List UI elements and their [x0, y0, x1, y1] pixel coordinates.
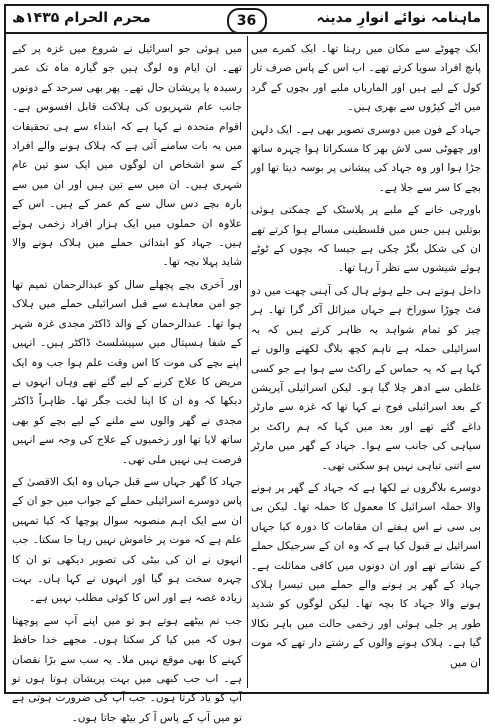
paragraph: داخل ہوتے ہی جلے ہوئے ہال کی آہنی چھت میں دو فٹ چوڑا سوراخ ہے جہاں میزائل آکر گرا تھا۔ ہر چیز کو تمام شواہد یہ ظاہر کرتے ہیں کہ یہ اسرائیلی حملہ ہے تاہم کچھ بلاگ لکھنے والوں نے کہا ہے کہ یہ حماس کے راکٹ سے ہوا ہے جو کسی غلطی سے ادھر چلا گیا ہو۔ لیکن اسرائیلی آپریشن کے بعد اسرائیلی فوج نے کہا تھا کہ غزہ سے مارٹر داغے گئے تھے اور بعد میں کہا کہ ہم راکٹ بر سپاہی کی جانب سے ہوا۔ جہاد کے گھر میں مارٹر سے اتنی تباہی نہیں ہو سکتی تھی۔	[251, 284, 481, 472]
page-header	[6, 6, 487, 34]
article-column-left	[12, 40, 242, 724]
paragraph: جہاد کا گھر جہاں سے قبل جہاں وہ ایک الاقصیٰ کے پاس دوسرے اسرائیلی حملے کے جواب میں جو ان کے ان سے ایک اہم منصوبہ سوال پوچھا کہ کیا تمہیں علم ہے کہ موت پر خاموش نہیں رہا جا سکتا۔ جب انہوں نے ان کی بیٹی کی تصویر دیکھی تو ان کا چہرہ سخت ہو گیا اور انہوں نے کہا ہاں۔ بہت زیادہ غصہ ہے اور اس کا کوئی مطلب نہیں ہے۔	[12, 475, 242, 605]
magazine-page	[4, 4, 489, 724]
paragraph: دوسرے بلاگروں نے لکھا ہے کہ جہاد کے گھر پر ہونے والا حملہ اسرائیل کا معمول کا حملہ تھا۔ لیکن بی بی سی نے اس ہفتے ان مقامات کا دورہ کیا جہاں اسرائیل نے قبول کیا ہے کہ وہ ان کے سرجیکل حملے کے نشانے تھے اور ان دونوں میں کافی مماثلت ہے۔ جہاد کے گھر پر ہونے والے حملے میں تیسرا ہلاک ہونے والا جہاد کا بچہ تھا۔ لیکن لوگوں کو شدید طور پر جلی ہوئی اور زخمی حالت میں باہر نکالا گیا ہے۔ ہلاک ہونے والوں کے رشتے دار تھے کہ موت ان میں	[251, 481, 481, 669]
paragraph: اور آخری بچے پچھلے سال کو عبدالرحمان تمیم تھا جو امن معاہدے سے قبل اسرائیلی حملے میں ہلاک ہوا تھا۔ عبدالرحمان کے والد ڈاکٹر مجدی غزہ شہر کے شفا ہسپتال میں سپیشلسٹ ڈاکٹر ہیں۔ انہیں اپنے بچے کی موت کا اس وقت علم ہوا جب وہ ایک مریض کا علاج کرنے کے لیے گئے تھے وہاں انہوں نے دیکھا کہ وہ ان کا اپنا لخت جگر تھا۔ ظاہراً ڈاکٹر مجدی نے گھر والوں سے ملنے کے لیے بچے کو بھی ساتھ لایا تھا اور زخمیوں کے علاج کی وجہ سے انہیں فرصت ہی نہیں ملی تھی۔	[12, 278, 242, 466]
paragraph: میں ہوئی جو اسرائیل نے شروع میں غزہ پر کیے تھے۔ ان ایام وہ لوگ ہیں جو گیارہ ماہ تک عمر رسیدہ یا پریشان حال تھے۔ پھر بھی سرحد کے دونوں جانب عام شہریوں کی ہلاکت قابل افسوس ہے۔ اقوام متحدہ نے کہا ہے کہ ابتداء سے ہی تحقیقات میں یہ بات سامنے آئی ہے کہ ہلاک ہونے والے افراد کے سو اشخاص ان لوگوں میں ایک سو تین عام شہری ہیں۔ ان میں سے تین ہیں اور ان میں سے بارہ بچے دس سال سے کم عمر کے ہیں۔ اس کے علاوہ ان حملوں میں ایک ہزار افراد زخمی ہوئے ہیں۔ جہاد کو ابتدائی حملے میں ہلاک ہونے والا شاید پہلا بچہ تھا۔	[12, 43, 242, 269]
column-divider	[247, 36, 248, 688]
magazine-title: ماہنامہ نوائے انوارِ مدینہ	[316, 10, 481, 26]
issue-date: محرم الحرام ۱۴۳۵ھ	[12, 10, 151, 26]
paragraph: جب تم بیٹھے ہوتے ہو تو میں اپنے آپ سے پوچھتا ہوں کہ میں کیا کر سکتا ہوں۔ مجھے خدا حافظ کہنے کا بھی موقع نہیں ملا۔ یہ سب سے بڑا نقصان ہے۔ اب جب کبھی میں بہت پریشان ہوتا ہوں تو آپ کو یاد کرتا ہوں۔ جب آپ کی ضرورت ہوتی ہے تو میں آپ کے پاس آ کر بیٹھ جاتا ہوں۔	[12, 614, 242, 724]
article-column-right	[251, 40, 481, 688]
page-number: 36	[227, 8, 267, 34]
paragraph: باورچی خانے کے ملبے پر پلاسٹک کے چمکتی ہوئی بوتلیں ہیں جس میں فلسطینی مسالے ہوا کرتے تھے ان کی شکل بگڑ چکی ہے جیسا کہ بچوں کے ٹوٹے ہوئے شیشوں سے نظر آ رہا تھا۔	[251, 204, 481, 275]
paragraph: ایک چھوٹے سے مکان میں رہتا تھا۔ ایک کمرے میں پانچ افراد سویا کرتے تھے۔ اب اس کے پاس صرف تار کول کے لیے ہیں اور الماریاں ملبے اور بچوں کے گرد میں اٹے کپڑوں سے بھری ہیں۔	[251, 43, 481, 114]
paragraph: جہاد کے فون میں دوسری تصویر بھی ہے۔ ایک دلہن اور چھوٹی سی لاش بھر کا مسکراتا ہوا چہرہ ساتھ جڑا ہوا اور وہ جہاد کی پیشانی پر بوسہ دیتا تھا اور بچے کا سر سے جلا ہے۔	[251, 123, 481, 194]
